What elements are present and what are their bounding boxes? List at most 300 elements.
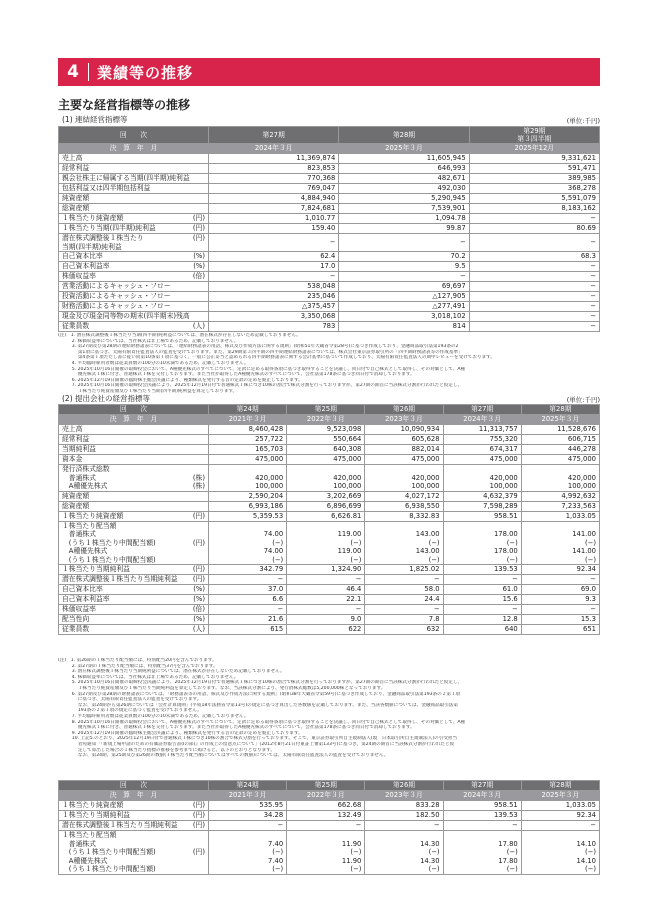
consolidated-notes [58, 333, 600, 395]
row-value: 958.51 [443, 801, 521, 811]
row-label [59, 501, 209, 511]
row-unit: (倍) [192, 272, 205, 280]
note-line: 優先株式１株に付き、普通株式１株を交付しております。また当社が取得したA種優先株式のすべてについて、会社法第178条に基づき同日付で消却しております。 [58, 725, 415, 731]
row-label [59, 234, 209, 252]
note-line: (注) 1. 潜在株式調整後１株当たり当期(四半期)純利益については、潜在株式が存在しないため記載しておりません。 [58, 333, 301, 338]
row-value: − [365, 575, 443, 585]
section-banner [58, 58, 600, 86]
row-value: − [469, 292, 599, 302]
table-row [59, 595, 600, 605]
row-value: 783 [209, 322, 339, 332]
row-label [59, 455, 209, 465]
row-unit: (円) [192, 801, 205, 809]
row-label-text: １株当たり当期(四半期)純利益 [62, 224, 156, 232]
row-value: 257,722 [209, 435, 287, 445]
row-label [59, 521, 209, 565]
row-value: 11,605,945 [339, 154, 469, 164]
row-value: 420,000 100,000 [209, 465, 287, 492]
row-value: 61.0 [443, 585, 521, 595]
header-period: 2022年３月 [287, 415, 365, 425]
row-value: 591,471 [469, 164, 599, 174]
note-line: 6. 第27期及び第28期の財務諸表については、「財務諸表等の用語、様式及び作成方法に関する規則」(昭和38年大蔵省令第59号)に基づき作成しており、金融商品取引法第193条の２第１項 [58, 691, 461, 697]
row-value: − [521, 605, 599, 615]
row-label-text: 資本金 [62, 455, 83, 463]
row-value: 99.87 [339, 224, 469, 234]
row-value: 640,308 [287, 445, 365, 455]
row-label [59, 252, 209, 262]
row-value: − [287, 821, 365, 831]
row-label [59, 204, 209, 214]
row-value: 615 [209, 625, 287, 635]
table-row [59, 322, 600, 332]
note-line: 第1項に基づき、太陽有限責任監査法人の監査を受けております。また、第29期第３四半期の四半期連結財務諸表については、株式会社東京証券取引所の「四半期財務諸表等の作成基準」 [58, 349, 463, 355]
note-line: に基づき、太陽有限責任監査法人の監査を受けております。 [58, 697, 202, 703]
row-value: 34.28 [209, 811, 287, 821]
row-value: 606,715 [521, 435, 599, 445]
table-row [59, 821, 600, 831]
table-row [59, 511, 600, 521]
row-value: 6.6 [209, 595, 287, 605]
row-value: 651 [521, 625, 599, 635]
section-title: 業績等の推移 [97, 63, 194, 82]
row-value: 674,317 [443, 445, 521, 455]
consolidated-unit: (単位:千円) [566, 117, 600, 125]
header-period: 2023年３月 [365, 791, 443, 801]
row-label [59, 214, 209, 224]
table-row [59, 154, 600, 164]
row-value: 492,030 [339, 184, 469, 194]
row-value: − [287, 605, 365, 615]
note-line: (注) 1. 第26期の１株当たり配当額には、特別配当20円を含んでおります。 [58, 658, 217, 663]
row-value: 80.69 [469, 224, 599, 234]
row-value: 14.30 (−) 14.30 (−) [365, 831, 443, 875]
row-unit: (円) [192, 811, 205, 819]
table-row [59, 801, 600, 811]
row-value: 17.0 [209, 262, 339, 272]
row-label-text: 従業員数 [62, 625, 90, 633]
table-row [59, 302, 600, 312]
header-period: 2025年３月 [521, 415, 599, 425]
header-row-term [59, 405, 600, 415]
header-period: 2022年３月 [287, 791, 365, 801]
row-label-text: 潜在株式調整後１株当たり当期純利益 [62, 821, 178, 829]
header-term: 第24期 [209, 405, 287, 415]
row-value: 12.8 [443, 615, 521, 625]
row-value: 1,033.05 [521, 801, 599, 811]
row-value: 141.00 (−) 141.00 (−) [521, 521, 599, 565]
table-row [59, 435, 600, 445]
row-label-text: 純資産額 [62, 491, 90, 500]
standalone-unit: (単位:千円) [566, 396, 600, 404]
note-line: 優先株式１株に付き、普通株式１株を交付しております。また当社が取得したA種優先株式のすべてについて、会社法第178条に基づき同日付で消却しております。 [58, 372, 415, 378]
row-value: 1,324.90 [287, 565, 365, 575]
row-value: − [469, 262, 599, 272]
table-row [59, 521, 600, 565]
row-value: 4,992,632 [521, 491, 599, 501]
row-unit: (%) [193, 262, 205, 270]
row-value: 5,359.53 [209, 511, 287, 521]
row-label-text: 純資産額 [62, 194, 90, 202]
row-label [59, 575, 209, 585]
row-label [59, 811, 209, 821]
row-value: 475,000 [287, 455, 365, 465]
row-label-text: １株当たり配当額 普通株式 (うち１株当たり中間配当額) A種優先株式 (うち１株当たり中間配当額) [62, 831, 156, 873]
row-label [59, 262, 209, 272]
table-row [59, 194, 600, 204]
row-unit: (円) [192, 821, 205, 829]
row-unit: (円) [192, 575, 205, 583]
row-label-text: 経常利益 [62, 164, 90, 172]
row-value: 3,018,102 [339, 312, 469, 322]
row-value: − [365, 605, 443, 615]
row-value: △375,457 [209, 302, 339, 312]
note-line: なお、第24期から第26期については「会社計算規則」(平成18年法務省令第13号)の規定に基づき算出した各数値を記載しております。また、当該各数値については、金融商品取引法第 [58, 702, 458, 708]
row-label [59, 801, 209, 811]
row-unit: (%) [193, 595, 205, 603]
header-term: 第29期 第３四半期 [469, 127, 599, 144]
row-label [59, 821, 209, 831]
row-label [59, 511, 209, 521]
row-unit: (%) [193, 615, 205, 623]
row-unit: (円) [192, 538, 205, 547]
row-value: 605,628 [365, 435, 443, 445]
row-value: 11,313,757 [443, 425, 521, 435]
row-value: 1,010.77 [209, 214, 339, 224]
row-label-text: 自己資本利益率 [62, 262, 110, 270]
row-label [59, 565, 209, 575]
reference-table [58, 780, 600, 875]
row-value: − [469, 312, 599, 322]
header-term: 第25期 [287, 781, 365, 791]
header-period: 2024年３月 [209, 144, 339, 154]
row-value: 958.51 [443, 511, 521, 521]
row-value: 4,632,379 [443, 491, 521, 501]
row-unit: (人) [192, 625, 205, 633]
row-value: 22.1 [287, 595, 365, 605]
row-value: 769,047 [209, 184, 339, 194]
row-value: 17.80 (−) 17.80 (−) [443, 831, 521, 875]
row-label-text: １株当たり当期純利益 [62, 811, 130, 819]
row-label-text: 株価収益率 [62, 272, 96, 280]
row-value: △127,905 [339, 292, 469, 302]
row-value: 92.34 [521, 811, 599, 821]
row-value: − [209, 821, 287, 831]
header-row-period [59, 791, 600, 801]
row-value: − [443, 821, 521, 831]
row-label-text: 発行済株式総数 普通株式 A種優先株式 [62, 465, 110, 490]
standalone-notes [58, 658, 600, 759]
row-label [59, 465, 209, 492]
header-term: 第26期 [365, 781, 443, 791]
row-value: △277,491 [339, 302, 469, 312]
row-value: 7,233,563 [521, 501, 599, 511]
row-value: 535.95 [209, 801, 287, 811]
row-value: 420,000 100,000 [287, 465, 365, 492]
row-unit: (%) [193, 252, 205, 260]
row-value: 475,000 [521, 455, 599, 465]
row-value: 69.0 [521, 585, 599, 595]
row-value: 420,000 100,000 [365, 465, 443, 492]
row-value: 15.3 [521, 615, 599, 625]
row-label-text: １株当たり純資産額 [62, 801, 124, 809]
row-value: 7,539,901 [339, 204, 469, 214]
table-row [59, 605, 600, 615]
table-row [59, 425, 600, 435]
row-unit: (円) [192, 214, 205, 222]
row-value: 132.49 [287, 811, 365, 821]
row-value: − [469, 234, 599, 252]
row-value: 9.0 [287, 615, 365, 625]
table-row [59, 282, 600, 292]
row-value: 550,664 [287, 435, 365, 445]
row-label [59, 585, 209, 595]
row-value: 70.2 [339, 252, 469, 262]
note-line: 8. 2025年10月16日開催の取締役会において、A種優先株式のすべてについて、定款に定める取得条項に基づき取得することを決議し、同日付で自己株式として取得し、その対価として、A種 [58, 719, 466, 725]
row-unit: (円) [192, 848, 205, 856]
row-label [59, 302, 209, 312]
row-value: 7.40 (−) 7.40 (−) [209, 831, 287, 875]
row-label-text: 親会社株主に帰属する当期(四半期)純利益 [62, 174, 190, 182]
header-period: 2025年３月 [521, 791, 599, 801]
row-value: 9.3 [521, 595, 599, 605]
section-number: 4 [67, 62, 79, 82]
header-period: 2024年３月 [443, 415, 521, 425]
header-period: 2025年３月 [339, 144, 469, 154]
row-value: 833.28 [365, 801, 443, 811]
row-value: 6,938,550 [365, 501, 443, 511]
row-value: − [287, 575, 365, 585]
table-row [59, 445, 600, 455]
row-value: 8,460,428 [209, 425, 287, 435]
note-line: 9. 2025年12月19日開催の臨時株主総会決議により、種類株式を発行する旨の定款の定めを廃止しております。 [58, 730, 303, 736]
row-value: 2,590,204 [209, 491, 287, 501]
row-label-text: 潜在株式調整後１株当たり当期純利益 [62, 575, 178, 583]
row-label [59, 615, 209, 625]
row-value: 119.00 (−) 119.00 (−) [287, 521, 365, 565]
note-line: １株当たり純資産額及び１株当たり当期(四半期)純利益を算定しております。 [58, 388, 238, 394]
row-value: 5,290,945 [339, 194, 469, 204]
row-label-text: 現金及び現金同等物の期末(四半期末)残高 [62, 312, 190, 320]
row-value: − [469, 302, 599, 312]
row-value: 446,278 [521, 445, 599, 455]
row-value: 342.79 [209, 565, 287, 575]
row-value: 4,027,172 [365, 491, 443, 501]
row-label-text: 売上高 [62, 154, 83, 162]
row-unit: (株) (株) [192, 473, 205, 490]
header-term-label: 回 次 [59, 781, 209, 791]
row-value: 8,332.83 [365, 511, 443, 521]
row-label-text: 売上高 [62, 425, 83, 433]
row-value: 482,671 [339, 174, 469, 184]
row-value: 622 [287, 625, 365, 635]
consolidated-table [58, 126, 600, 332]
row-label-text: 当期純利益 [62, 445, 96, 453]
row-value: 475,000 [365, 455, 443, 465]
row-label [59, 282, 209, 292]
row-label [59, 154, 209, 164]
row-value: 9.5 [339, 262, 469, 272]
header-term: 第25期 [287, 405, 365, 415]
header-term: 第26期 [365, 405, 443, 415]
row-label [59, 322, 209, 332]
header-row-period [59, 415, 600, 425]
row-label-text: 財務活動によるキャッシュ・フロー [62, 302, 171, 310]
header-term-label: 回 次 [59, 405, 209, 415]
row-value: 37.0 [209, 585, 287, 595]
row-value: 139.53 [443, 565, 521, 575]
row-label-text: 従業員数 [62, 322, 90, 330]
row-label [59, 491, 209, 501]
note-line: 2. 株価収益率については、当社株式は非上場であるため、記載しておりません。 [58, 338, 239, 344]
row-label-text: 配当性向 [62, 615, 90, 623]
banner-divider [88, 63, 89, 81]
row-value: 11,528,676 [521, 425, 599, 435]
standalone-table [58, 404, 600, 635]
note-line: 3. 第27期及び第28期の連結財務諸表については、「連結財務諸表の用語、様式及び作成方法に関する規則」(昭和51年大蔵省令第28号)に基づき作成しており、金融商品取引法第193条の2 [58, 344, 459, 350]
row-value: − [521, 821, 599, 831]
row-label-text: 潜在株式調整後１株当たり 当期(四半期)純利益 [62, 234, 144, 251]
row-value: 69,697 [339, 282, 469, 292]
table-row [59, 184, 600, 194]
header-period-label: 決 算 年 月 [59, 144, 209, 154]
note-line: 3. 潜在株式調整後１株当たり当期純利益については、潜在株式が存在しないため記載しておりません。 [58, 669, 285, 675]
table-row [59, 204, 600, 214]
row-value: 823,853 [209, 164, 339, 174]
table-row [59, 615, 600, 625]
row-value: − [339, 272, 469, 282]
note-line: 第4条第１項ただし書に従い同第10条第１項に基づく、一般に公正妥当と認められる四半期財務諸表に関する会計基準に基づいて作成しており、太陽有限責任監査法人の期中レビューを受けております。 [58, 355, 495, 361]
header-period-label: 決 算 年 月 [59, 791, 209, 801]
row-value: 9,331,621 [469, 154, 599, 164]
row-value: 74.00 (−) 74.00 (−) [209, 521, 287, 565]
row-value: 3,202,669 [287, 491, 365, 501]
table-row [59, 455, 600, 465]
row-label-text: 投資活動によるキャッシュ・フロー [62, 292, 171, 300]
row-label-text: 自己資本比率 [62, 585, 103, 593]
row-label [59, 425, 209, 435]
row-label-text: １株当たり純資産額 [62, 511, 124, 520]
table-row [59, 174, 600, 184]
row-value: 1,094.78 [339, 214, 469, 224]
row-value: 420,000 100,000 [443, 465, 521, 492]
header-period-label: 決 算 年 月 [59, 415, 209, 425]
table-row [59, 252, 600, 262]
row-value: 4,884,940 [209, 194, 339, 204]
row-value: 143.00 (−) 143.00 (−) [365, 521, 443, 565]
row-value: − [469, 214, 599, 224]
consolidated-title: (1) 連結経営指標等 [62, 115, 128, 124]
row-unit: (%) [193, 585, 205, 593]
row-label-text: １株当たり当期純利益 [62, 565, 130, 573]
table-row [59, 465, 600, 492]
row-label-text: 経常利益 [62, 435, 90, 443]
row-value: 46.4 [287, 585, 365, 595]
row-value: 389,985 [469, 174, 599, 184]
standalone-title: (2) 提出会社の経営指標等 [62, 394, 151, 403]
row-value: 632 [365, 625, 443, 635]
header-period: 2025年12月 [469, 144, 599, 154]
header-term: 第27期 [209, 127, 339, 144]
row-value: 7,824,681 [209, 204, 339, 214]
table-row [59, 262, 600, 272]
note-line: 10. 上記5.のとおり、2025年12月19日付で普通株式１株につき10株の割合で株式分割を行っております。そこで、東京証券取引所自主規制法人(現 日本取引所自主規制法人)の引受担当 [58, 736, 458, 742]
row-value: 538,048 [209, 282, 339, 292]
table-row [59, 831, 600, 875]
row-value: 420,000 100,000 [521, 465, 599, 492]
row-value: − [209, 272, 339, 282]
row-value: 646,993 [339, 164, 469, 174]
header-term: 第27期 [443, 405, 521, 415]
row-label-text: 自己資本比率 [62, 252, 103, 260]
row-label [59, 625, 209, 635]
row-value: 882,014 [365, 445, 443, 455]
row-label [59, 292, 209, 302]
row-label [59, 224, 209, 234]
row-label [59, 435, 209, 445]
table-row [59, 501, 600, 511]
row-label-text: １株当たり配当額 普通株式 (うち１株当たり中間配当額) A種優先株式 (うち１株当たり中間配当額) [62, 521, 156, 564]
note-line: １株当たり純資産額及び１株当たり当期純利益を算定しております。なお、当該株式分割により、発行済株式総数は5,200,000株となっております。 [58, 685, 386, 691]
header-period: 2021年３月 [209, 791, 287, 801]
header-term: 第28期 [521, 781, 599, 791]
row-value: 6,896,699 [287, 501, 365, 511]
row-label-text: 営業活動によるキャッシュ・フロー [62, 282, 171, 290]
table-row [59, 312, 600, 322]
row-value: 770,368 [209, 174, 339, 184]
row-unit: (円) [192, 224, 205, 232]
row-value: 9,523,098 [287, 425, 365, 435]
header-term: 第24期 [209, 781, 287, 791]
table-row [59, 625, 600, 635]
note-line: 定して算出した場合の１株当たり指標の推移を参考までに掲げると、以下のとおりとなります。 [58, 747, 276, 753]
row-value: − [339, 234, 469, 252]
table-row [59, 811, 600, 821]
note-line: 5. 2025年10月16日開催の取締役会決議により、2025年12月19日付で普通株式１株につき10株の割合で株式分割を行っておりますが、第27期の期首に当該株式分割が行われたと仮定し、 [58, 680, 463, 686]
header-period: 2024年３月 [443, 791, 521, 801]
header-term: 第28期 [339, 127, 469, 144]
row-label [59, 272, 209, 282]
row-label-text: 総資産額 [62, 501, 90, 510]
row-value: − [521, 575, 599, 585]
header-term: 第28期 [521, 405, 599, 415]
row-unit: (倍) [192, 605, 205, 613]
row-value: 814 [339, 322, 469, 332]
row-value: 475,000 [209, 455, 287, 465]
row-value: − [469, 322, 599, 332]
row-label-text: 総資産額 [62, 204, 90, 212]
row-value: 7.8 [365, 615, 443, 625]
row-value: 755,320 [443, 435, 521, 445]
row-value: 182.50 [365, 811, 443, 821]
row-value: − [443, 575, 521, 585]
row-value: − [469, 272, 599, 282]
header-row-term [59, 127, 600, 144]
row-label [59, 184, 209, 194]
note-line: 7. 2025年10月16日開催の取締役会決議により、2025年12月19日付で普通株式１株につき10株の割合で株式分割を行っておりますが、第27期の期首に当該株式分割が行われたと仮定し、 [58, 383, 463, 389]
table-row [59, 234, 600, 252]
table-row [59, 214, 600, 224]
row-value: 7,598,289 [443, 501, 521, 511]
table-row [59, 491, 600, 501]
header-row-period [59, 144, 600, 154]
row-value: 165,703 [209, 445, 287, 455]
header-term-label: 回 次 [59, 127, 209, 144]
row-unit: (円) [192, 234, 205, 242]
header-period: 2021年３月 [209, 415, 287, 425]
row-label-text: １株当たり純資産額 [62, 214, 124, 222]
header-row-term [59, 781, 600, 791]
row-value: 235,046 [209, 292, 339, 302]
